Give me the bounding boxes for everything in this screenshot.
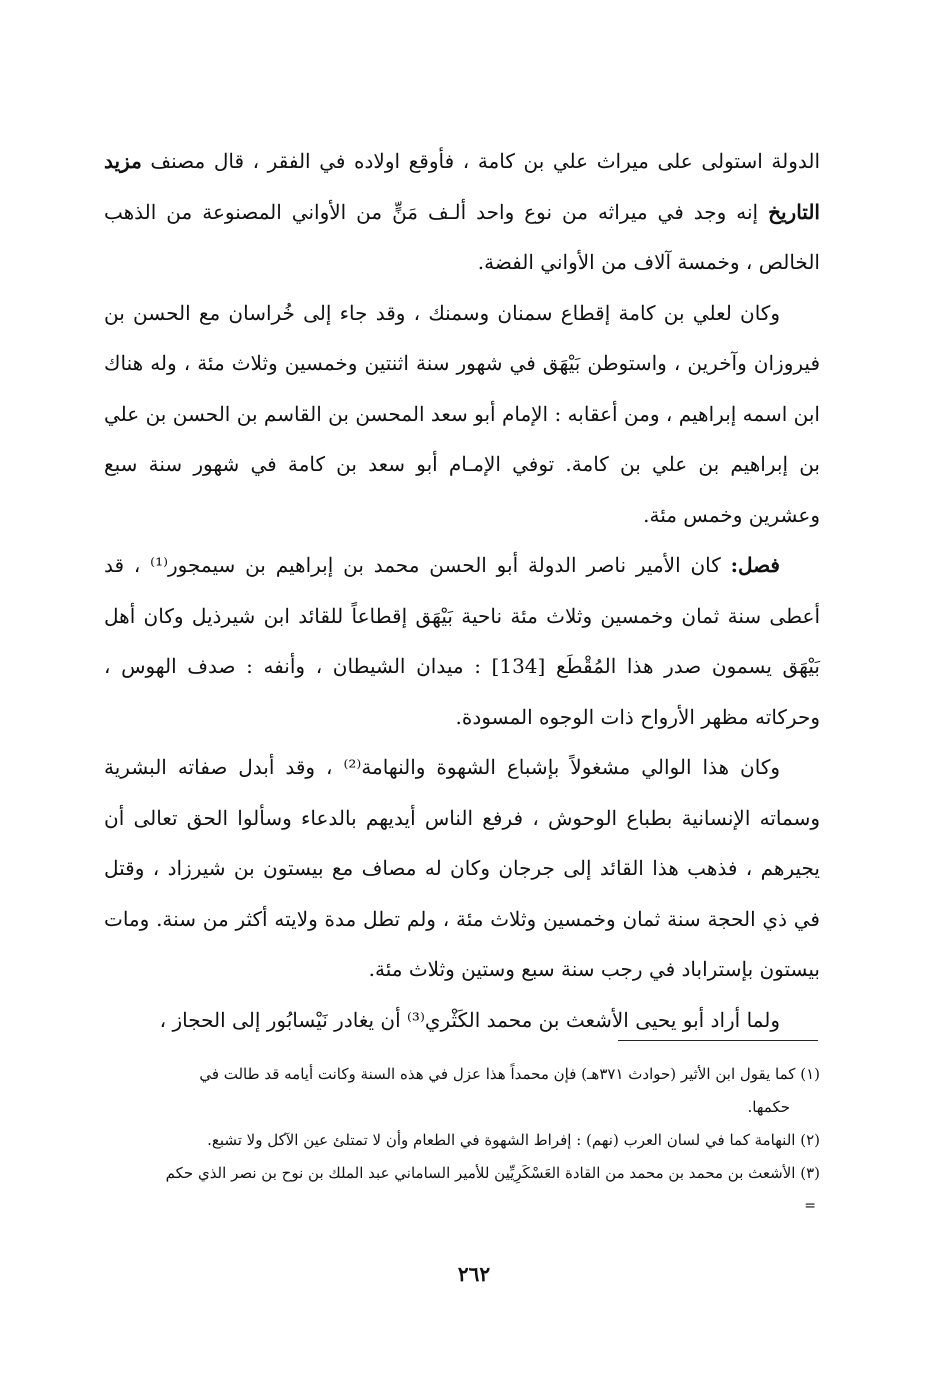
paragraph-5 bbox=[104, 995, 820, 1046]
paragraph-1-bold-title: مزيد التاريخ bbox=[104, 149, 820, 224]
page-number: ٢٦٢ bbox=[457, 1262, 491, 1286]
footnote-1-number: (١) bbox=[800, 1065, 820, 1083]
footnote-3-continuation-mark: = bbox=[804, 1198, 816, 1214]
footnote-divider bbox=[618, 1040, 818, 1041]
footnote-2-number: (٢) bbox=[800, 1131, 820, 1149]
footnote-3-text: الأشعث بن محمد بن محمد من القادة العَسْكَرِيِّين للأمير الساماني عبد الملك بن نوح بن نصر الذي حكم bbox=[165, 1164, 796, 1182]
footnote-1 bbox=[104, 1058, 820, 1091]
footnote-3 bbox=[104, 1157, 820, 1190]
paragraph-2-text: وكان لعلي بن كامة إقطاع سمنان وسمنك ، وقد جاء إلى خُراسان مع الحسن بن فيروزان وآخرين ، واستوطن بَيْهَق في شهور سنة اثنتين وخمسين وثلاث مئة ، وله هناك ابن اسمه إبراهيم ، ومن أعقابه : الإمام أبو سعد المحسن بن القاسم بن الحسن بن علي بن إبراهيم بن علي بن كامة. توفي الإمـام أبو سعد بن كامة في شهور سنة سبع وعشرين وخمس مئة. bbox=[104, 300, 820, 527]
footnote-1-text: كما يقول ابن الأثير (حوادث ٣٧١هـ) فإن محمداً هذا عزل في هذه السنة وكانت أيامه قد طالت في bbox=[199, 1065, 796, 1083]
footnote-2 bbox=[104, 1124, 820, 1157]
paragraph-4 bbox=[104, 742, 820, 995]
footnote-1-continuation: حكمها. bbox=[747, 1098, 790, 1116]
footnote-2-text: النهامة كما في لسان العرب (نهم) : إفراط الشهوة في الطعام وأن لا تمتلئ عين الآكل ولا تشبع. bbox=[207, 1131, 796, 1149]
paragraph-1 bbox=[104, 136, 820, 288]
paragraph-1-text-b: إنه وجد في ميراثه من نوع واحد ألـف مَنٍّ من الأواني المصنوعة من الذهب الخالص ، وخمسة آلاف من الأواني الفضة. bbox=[104, 199, 820, 274]
footnotes bbox=[104, 1058, 820, 1223]
paragraph-3-bold-label: فصل: bbox=[730, 553, 780, 577]
paragraph-2 bbox=[104, 288, 820, 541]
paragraph-5-text: ولما أراد أبو يحيى الأشعث بن محمد الكَثْري⁽³⁾ أن يغادر نَيْسابُور إلى الحجاز ، bbox=[159, 1007, 780, 1032]
main-text bbox=[104, 136, 820, 1045]
paragraph-1-text-a: الدولة استولى على ميراث علي بن كامة ، فأوقع اولاده في الفقر ، قال مصنف bbox=[141, 149, 821, 173]
paragraph-3-text: كان الأمير ناصر الدولة أبو الحسن محمد بن إبراهيم بن سيمجور⁽¹⁾ ، قد أعطى سنة ثمان وخمسين وثلاث مئة ناحية بَيْهَق إقطاعاً للقائد ابن شيرذيل وكان أهل بَيْهَق يسمون صدر هذا المُقْطَع [134] : ميدان الشيطان ، وأنفه : صدف الهوس ، وحركاته مظهر الأرواح ذات الوجوه المسودة. bbox=[104, 553, 821, 729]
paragraph-4-text: وكان هذا الوالي مشغولاً بإشباع الشهوة والنهامة⁽²⁾ ، وقد أبدل صفاته البشرية وسماته الإنسانية بطباع الوحوش ، فرفع الناس أيديهم بالدعاء وسألوا الحق تعالى أن يجيرهم ، فذهب هذا القائد إلى جرجان وكان له مصاف مع بيستون بن شيرزاد ، وقتل في ذي الحجة سنة ثمان وخمسين وثلاث مئة ، ولم تطل مدة ولايته أكثر من سنة. ومات بيستون بإستراباد في رجب سنة سبع وستين وثلاث مئة. bbox=[104, 755, 820, 981]
footnote-3-number: (٣) bbox=[800, 1164, 820, 1182]
paragraph-3 bbox=[104, 540, 820, 742]
